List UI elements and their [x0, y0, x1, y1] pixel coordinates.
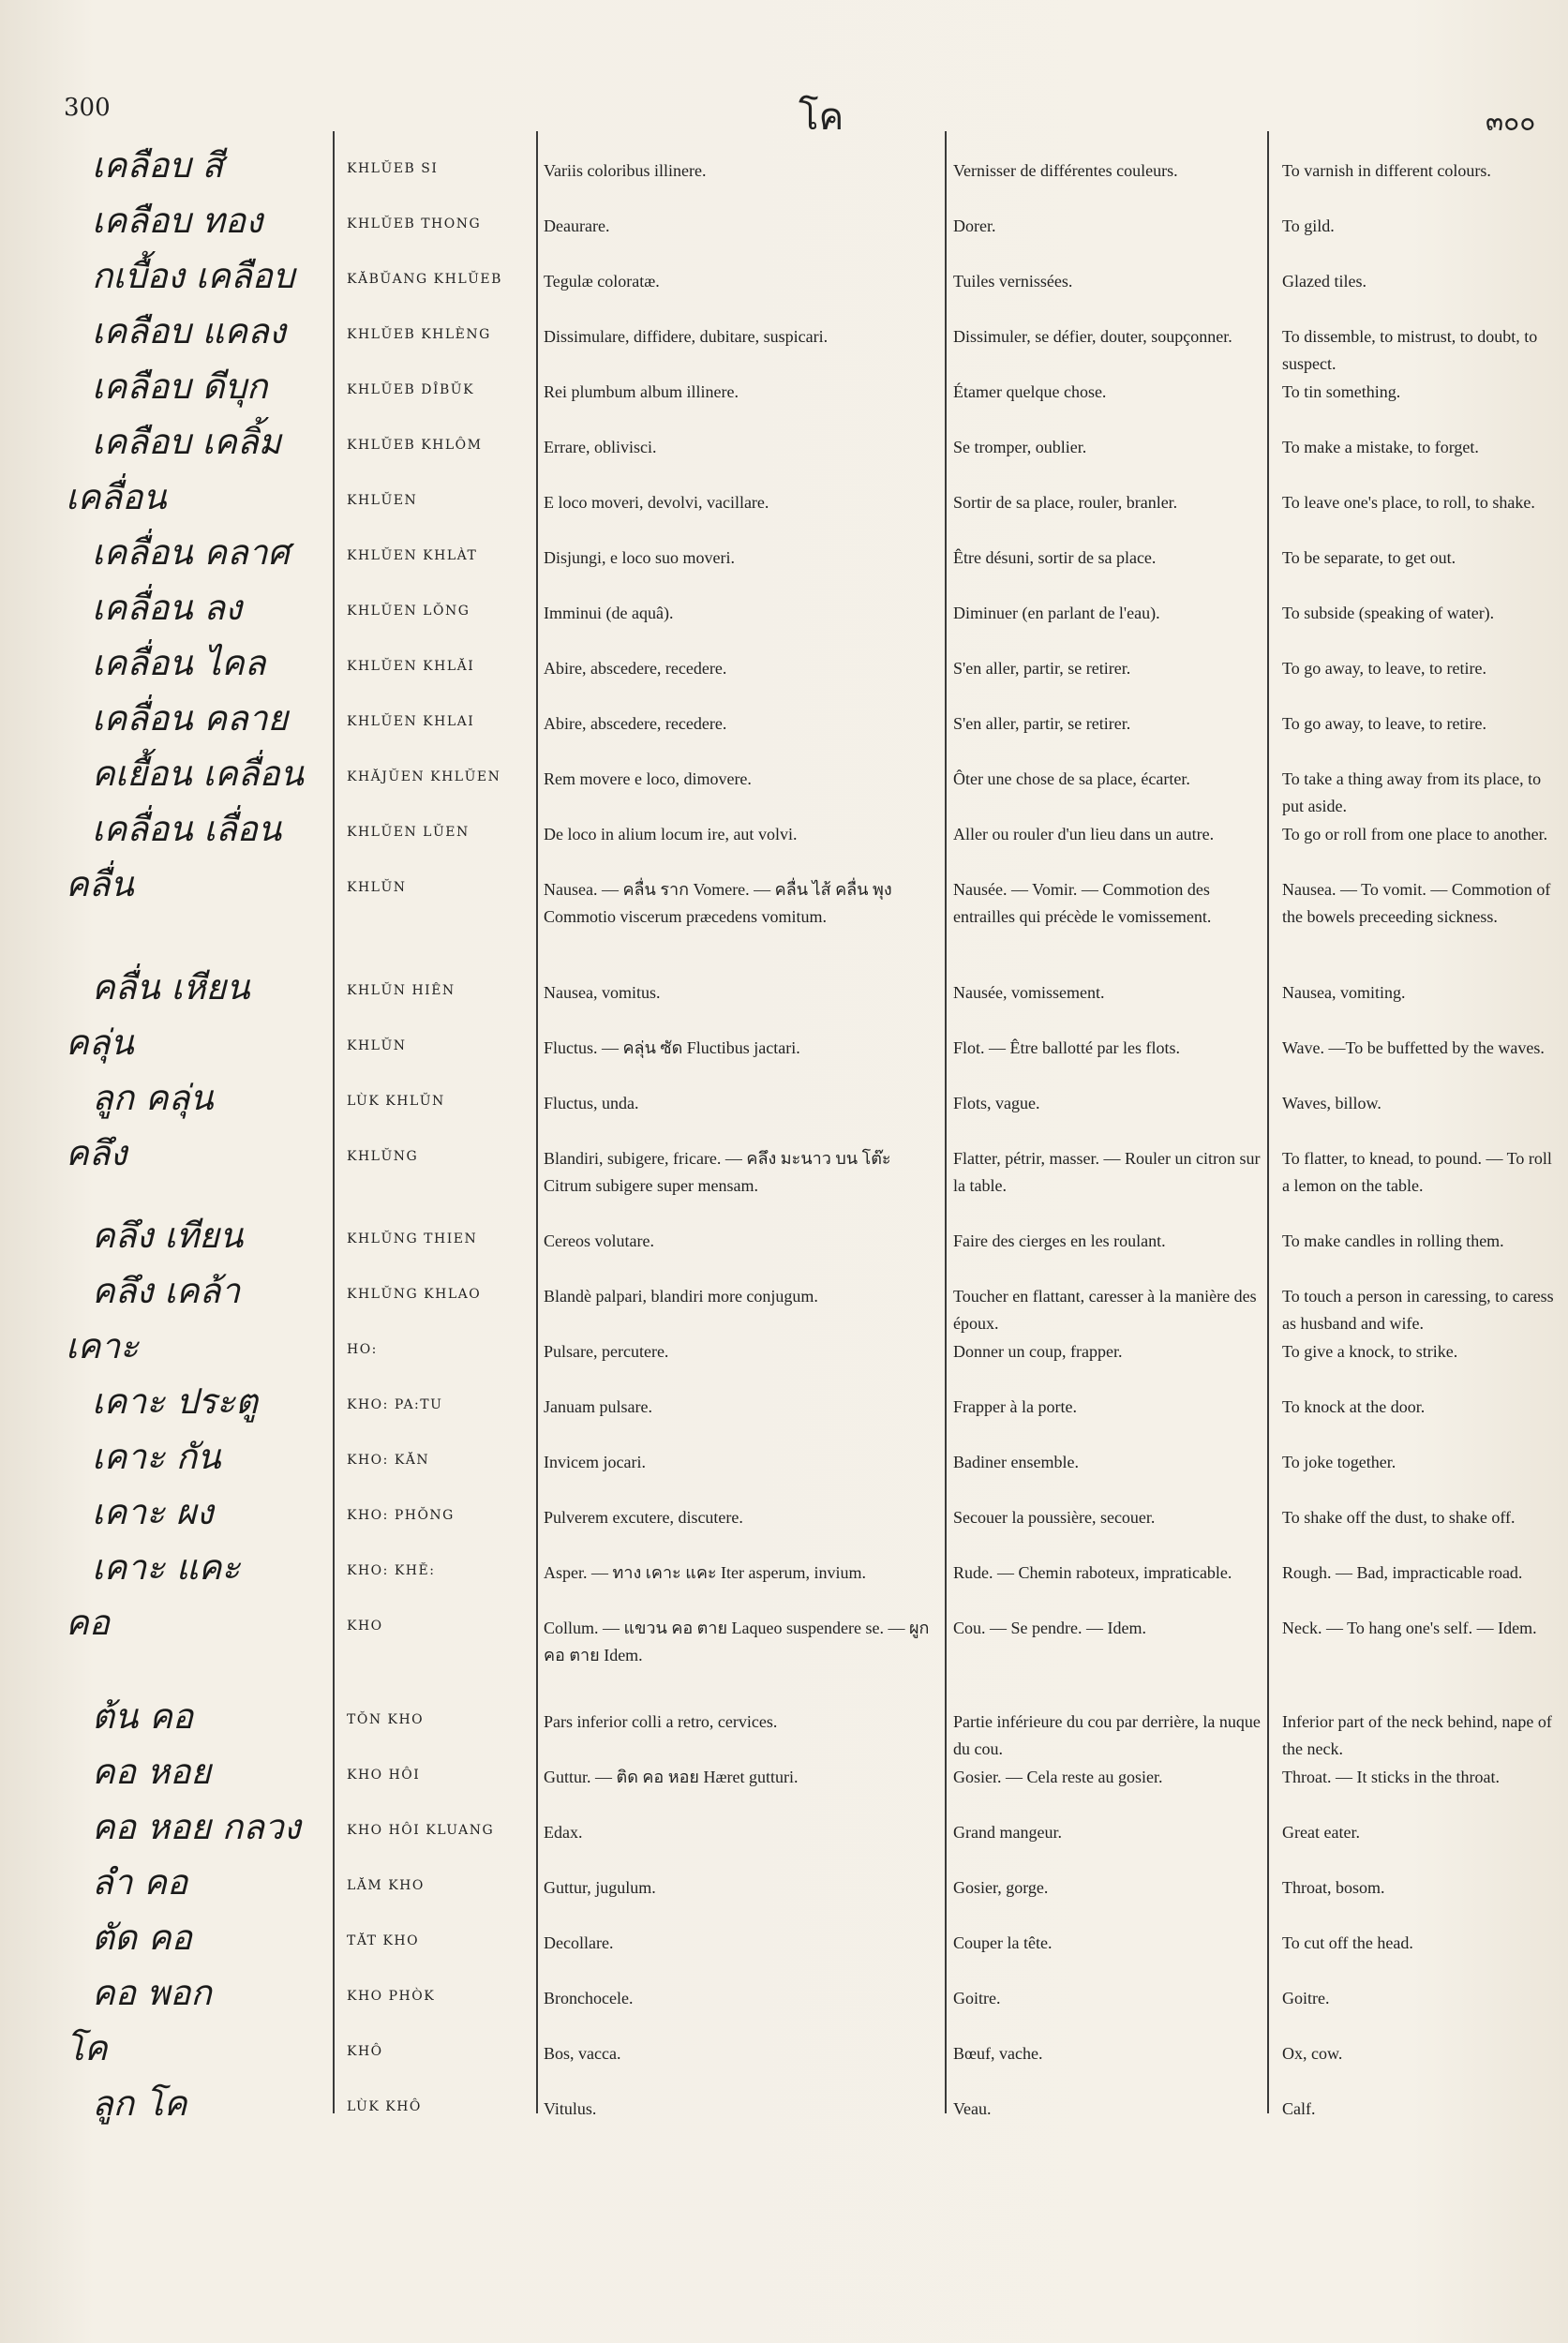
english-definition: To go away, to leave, to retire. [1282, 714, 1486, 733]
latin-definition: Pulverem excutere, discutere. [544, 1508, 743, 1527]
thai-headword: เคาะ ผง [92, 1492, 214, 1532]
french-definition: Goitre. [953, 1989, 1001, 2007]
french-definition: Flot. — Être ballotté par les flots. [953, 1038, 1180, 1057]
french-definition: Bœuf, vache. [953, 2044, 1043, 2063]
column-divider [1267, 131, 1269, 2113]
romanization: KHO: KĂN [347, 1453, 430, 1468]
thai-headword: คเยื้อน เคลื่อน [92, 754, 304, 794]
romanization: TĂT KHO [347, 1933, 420, 1948]
latin-definition: Disjungi, e loco suo moveri. [544, 548, 735, 567]
romanization: KHO: PHŎNG [347, 1508, 455, 1523]
thai-headword: เคลือบ ทอง [92, 201, 263, 241]
english-definition: To knock at the door. [1282, 1397, 1426, 1416]
latin-definition: Variis coloribus illinere. [544, 161, 707, 180]
romanization: KHO: PA:TU [347, 1397, 443, 1412]
french-definition: Faire des cierges en les roulant. [953, 1231, 1166, 1250]
column-divider [333, 131, 335, 2113]
thai-headword: เคลื่อน คลาย [92, 698, 289, 739]
latin-definition: Nausea. — คลื่น ราก Vomere. — คลื่น ไส้ คลื่น พุง Commotio viscerum præcedens vomitum. [544, 880, 892, 926]
french-definition: S'en aller, partir, se retirer. [953, 659, 1131, 678]
french-definition: Nausée. — Vomir. — Commotion des entrailles qui précède le vomissement. [953, 880, 1212, 926]
french-definition: Frapper à la porte. [953, 1397, 1077, 1416]
latin-definition: Tegulæ coloratæ. [544, 272, 660, 291]
french-definition: S'en aller, partir, se retirer. [953, 714, 1131, 733]
thai-headword: เคาะ กัน [92, 1437, 221, 1477]
english-definition: Nausea, vomiting. [1282, 983, 1406, 1002]
latin-definition: Vitulus. [544, 2099, 597, 2118]
latin-definition: Deaurare. [544, 216, 610, 235]
thai-headword: คอ หอย กลวง [92, 1807, 301, 1847]
latin-definition: Asper. — ทาง เคาะ แคะ Iter asperum, invium. [544, 1563, 866, 1582]
thai-headword: คอ หอย [92, 1752, 212, 1792]
romanization: KHLŬNG KHLAO [347, 1287, 482, 1302]
english-definition: To joke together. [1282, 1453, 1396, 1471]
english-definition: To make candles in rolling them. [1282, 1231, 1504, 1250]
english-definition: To tin something. [1282, 382, 1401, 401]
romanization: KHLŬEN KHLAI [347, 714, 475, 729]
latin-definition: Abire, abscedere, recedere. [544, 714, 727, 733]
english-definition: To subside (speaking of water). [1282, 604, 1495, 622]
english-definition: Nausea. — To vomit. — Commotion of the bowels preceeding sickness. [1282, 880, 1551, 926]
english-definition: Great eater. [1282, 1823, 1360, 1842]
english-definition: To gild. [1282, 216, 1335, 235]
page-number: 300 [64, 94, 111, 122]
french-definition: Badiner ensemble. [953, 1453, 1079, 1471]
thai-headword: คอ พอก [92, 1973, 212, 2013]
romanization: KHLŬEB THONG [347, 216, 482, 231]
french-definition: Dissimuler, se défier, douter, soupçonner. [953, 327, 1232, 346]
romanization: KHLŬEN [347, 493, 418, 508]
thai-headword: ลำ คอ [92, 1862, 188, 1903]
thai-headword: คลื่น เหียน [92, 967, 250, 1007]
french-definition: Flots, vague. [953, 1094, 1040, 1112]
english-definition: Throat. — It sticks in the throat. [1282, 1768, 1500, 1786]
thai-headword: เคลื่อน คลาศ [92, 532, 291, 573]
latin-definition: E loco moveri, devolvi, vacillare. [544, 493, 769, 512]
romanization: LĂM KHO [347, 1878, 425, 1893]
english-definition: To go away, to leave, to retire. [1282, 659, 1486, 678]
english-definition: To give a knock, to strike. [1282, 1342, 1458, 1361]
latin-definition: Collum. — แขวน คอ ตาย Laqueo suspendere se. — ผูก คอ ตาย Idem. [544, 1619, 930, 1664]
latin-definition: Guttur. — ติด คอ หอย Hæret gutturi. [544, 1768, 799, 1786]
french-definition: Tuiles vernissées. [953, 272, 1073, 291]
french-definition: Veau. [953, 2099, 992, 2118]
latin-definition: Fluctus, unda. [544, 1094, 639, 1112]
romanization: KHÔ [347, 2044, 383, 2059]
romanization: KHLŬN [347, 1038, 407, 1053]
thai-headword: เคลื่อน เลื่อน [92, 809, 282, 849]
latin-definition: Nausea, vomitus. [544, 983, 661, 1002]
romanization: KHO [347, 1619, 383, 1634]
english-definition: To leave one's place, to roll, to shake. [1282, 493, 1535, 512]
romanization: TŎN KHO [347, 1712, 425, 1727]
english-definition: To touch a person in caressing, to caress as husband and wife. [1282, 1287, 1554, 1333]
romanization: KHO: KHĔ: [347, 1563, 436, 1578]
english-definition: To go or roll from one place to another. [1282, 825, 1548, 843]
thai-headword: โค [66, 2028, 108, 2068]
thai-headword: เคาะ แคะ [92, 1547, 241, 1588]
thai-headword: กเบื้อง เคลือบ [92, 256, 295, 296]
thai-headword: เคลือบ แคลง [92, 311, 286, 351]
page-title-character: โค [799, 96, 844, 139]
latin-definition: Blandiri, subigere, fricare. — คลึง มะนาว บน โต๊ะ Citrum subigere super mensam. [544, 1149, 891, 1195]
french-definition: Gosier. — Cela reste au gosier. [953, 1768, 1163, 1786]
latin-definition: Januam pulsare. [544, 1397, 652, 1416]
romanization: LÙK KHÔ [347, 2099, 422, 2114]
english-definition: Goitre. [1282, 1989, 1330, 2007]
latin-definition: Bos, vacca. [544, 2044, 621, 2063]
romanization: KHLŬEB KHLÈNG [347, 327, 491, 342]
english-definition: Ox, cow. [1282, 2044, 1343, 2063]
romanization: KHLŬEB KHLÔM [347, 438, 483, 453]
english-definition: Inferior part of the neck behind, nape of the neck. [1282, 1712, 1552, 1758]
french-definition: Vernisser de différentes couleurs. [953, 161, 1178, 180]
thai-headword: ตัด คอ [92, 1918, 192, 1958]
column-divider [945, 131, 947, 2113]
thai-page-number: ๓๐๐ [1486, 106, 1536, 137]
english-definition: To be separate, to get out. [1282, 548, 1456, 567]
romanization: KĂBŬANG KHLŬEB [347, 272, 502, 287]
thai-headword: เคลือบ เคลิ้ม [92, 422, 282, 462]
english-definition: Throat, bosom. [1282, 1878, 1385, 1897]
thai-headword: คลื่น [66, 864, 134, 904]
french-definition: Étamer quelque chose. [953, 382, 1107, 401]
latin-definition: Invicem jocari. [544, 1453, 646, 1471]
french-definition: Couper la tête. [953, 1933, 1053, 1952]
french-definition: Diminuer (en parlant de l'eau). [953, 604, 1160, 622]
latin-definition: Imminui (de aquâ). [544, 604, 674, 622]
romanization: HO: [347, 1342, 378, 1357]
english-definition: To dissemble, to mistrust, to doubt, to suspect. [1282, 327, 1538, 373]
french-definition: Nausée, vomissement. [953, 983, 1105, 1002]
latin-definition: Decollare. [544, 1933, 614, 1952]
french-definition: Sortir de sa place, rouler, branler. [953, 493, 1178, 512]
latin-definition: Abire, abscedere, recedere. [544, 659, 727, 678]
column-divider [536, 131, 538, 2113]
english-definition: To cut off the head. [1282, 1933, 1413, 1952]
french-definition: Aller ou rouler d'un lieu dans un autre. [953, 825, 1215, 843]
french-definition: Être désuni, sortir de sa place. [953, 548, 1157, 567]
romanization: LÙK KHLŬN [347, 1094, 445, 1109]
latin-definition: Dissimulare, diffidere, dubitare, suspicari. [544, 327, 829, 346]
thai-headword: คลุ่น [66, 1022, 134, 1063]
thai-headword: เคลื่อน ไคล [92, 643, 266, 683]
latin-definition: Guttur, jugulum. [544, 1878, 656, 1897]
french-definition: Partie inférieure du cou par derrière, la nuque du cou. [953, 1712, 1261, 1758]
thai-headword: ลูก คลุ่น [92, 1078, 214, 1118]
french-definition: Dorer. [953, 216, 996, 235]
french-definition: Grand mangeur. [953, 1823, 1062, 1842]
french-definition: Flatter, pétrir, masser. — Rouler un citron sur la table. [953, 1149, 1261, 1195]
english-definition: Glazed tiles. [1282, 272, 1366, 291]
english-definition: To take a thing away from its place, to put aside. [1282, 769, 1542, 815]
latin-definition: Blandè palpari, blandiri more conjugum. [544, 1287, 818, 1306]
french-definition: Donner un coup, frapper. [953, 1342, 1123, 1361]
thai-headword: เคลื่อน [66, 477, 167, 517]
english-definition: Waves, billow. [1282, 1094, 1381, 1112]
latin-definition: Pars inferior colli a retro, cervices. [544, 1712, 778, 1731]
romanization: KHO HÔI [347, 1768, 421, 1783]
latin-definition: Cereos volutare. [544, 1231, 654, 1250]
romanization: KHLŬEB SI [347, 161, 439, 176]
french-definition: Gosier, gorge. [953, 1878, 1049, 1897]
latin-definition: Errare, oblivisci. [544, 438, 657, 456]
thai-headword: คลึง เทียน [92, 1216, 244, 1256]
romanization: KHLŬN HIÊN [347, 983, 455, 998]
english-definition: To make a mistake, to forget. [1282, 438, 1479, 456]
english-definition: Wave. —To be buffetted by the waves. [1282, 1038, 1545, 1057]
romanization: KHLŬEN LŎNG [347, 604, 470, 619]
romanization: KHLŬNG [347, 1149, 419, 1164]
thai-headword: เคาะ [66, 1326, 140, 1366]
english-definition: To varnish in different colours. [1282, 161, 1491, 180]
thai-headword: เคลือบ ดีบุก [92, 366, 268, 407]
latin-definition: Bronchocele. [544, 1989, 634, 2007]
latin-definition: Rei plumbum album illinere. [544, 382, 739, 401]
french-definition: Ôter une chose de sa place, écarter. [953, 769, 1190, 788]
english-definition: To flatter, to knead, to pound. — To roll a lemon on the table. [1282, 1149, 1552, 1195]
french-definition: Se tromper, oublier. [953, 438, 1087, 456]
romanization: KHLŬEN KHLÀT [347, 548, 478, 563]
thai-headword: เคาะ ประตู [92, 1381, 259, 1422]
french-definition: Toucher en flattant, caresser à la manière des époux. [953, 1287, 1257, 1333]
romanization: KHĂJŬEN KHLŬEN [347, 769, 501, 784]
latin-definition: De loco in alium locum ire, aut volvi. [544, 825, 798, 843]
romanization: KHO HÔI KLUANG [347, 1823, 495, 1838]
thai-headword: เคลือบ สี [92, 145, 224, 186]
thai-headword: คลึง [66, 1133, 127, 1173]
english-definition: Calf. [1282, 2099, 1316, 2118]
romanization: KHLŬNG THIEN [347, 1231, 478, 1246]
latin-definition: Edax. [544, 1823, 583, 1842]
thai-headword: ต้น คอ [92, 1696, 194, 1737]
english-definition: Rough. — Bad, impracticable road. [1282, 1563, 1523, 1582]
latin-definition: Rem movere e loco, dimovere. [544, 769, 752, 788]
french-definition: Cou. — Se pendre. — Idem. [953, 1619, 1146, 1637]
thai-headword: ลูก โค [92, 2083, 187, 2124]
thai-headword: เคลื่อน ลง [92, 588, 243, 628]
thai-headword: คอ [66, 1603, 110, 1643]
latin-definition: Pulsare, percutere. [544, 1342, 669, 1361]
english-definition: Neck. — To hang one's self. — Idem. [1282, 1619, 1537, 1637]
french-definition: Secouer la poussière, secouer. [953, 1508, 1156, 1527]
french-definition: Rude. — Chemin raboteux, impraticable. [953, 1563, 1232, 1582]
romanization: KHLŬEN KHLĂI [347, 659, 475, 674]
romanization: KHLŬN [347, 880, 407, 895]
thai-headword: คลึง เคล้า [92, 1271, 241, 1311]
romanization: KHLŬEN LŬEN [347, 825, 470, 840]
english-definition: To shake off the dust, to shake off. [1282, 1508, 1516, 1527]
latin-definition: Fluctus. — คลุ่น ซัด Fluctibus jactari. [544, 1038, 800, 1057]
romanization: KHLŬEB DÎBŬK [347, 382, 475, 397]
romanization: KHO PHÒK [347, 1989, 436, 2004]
